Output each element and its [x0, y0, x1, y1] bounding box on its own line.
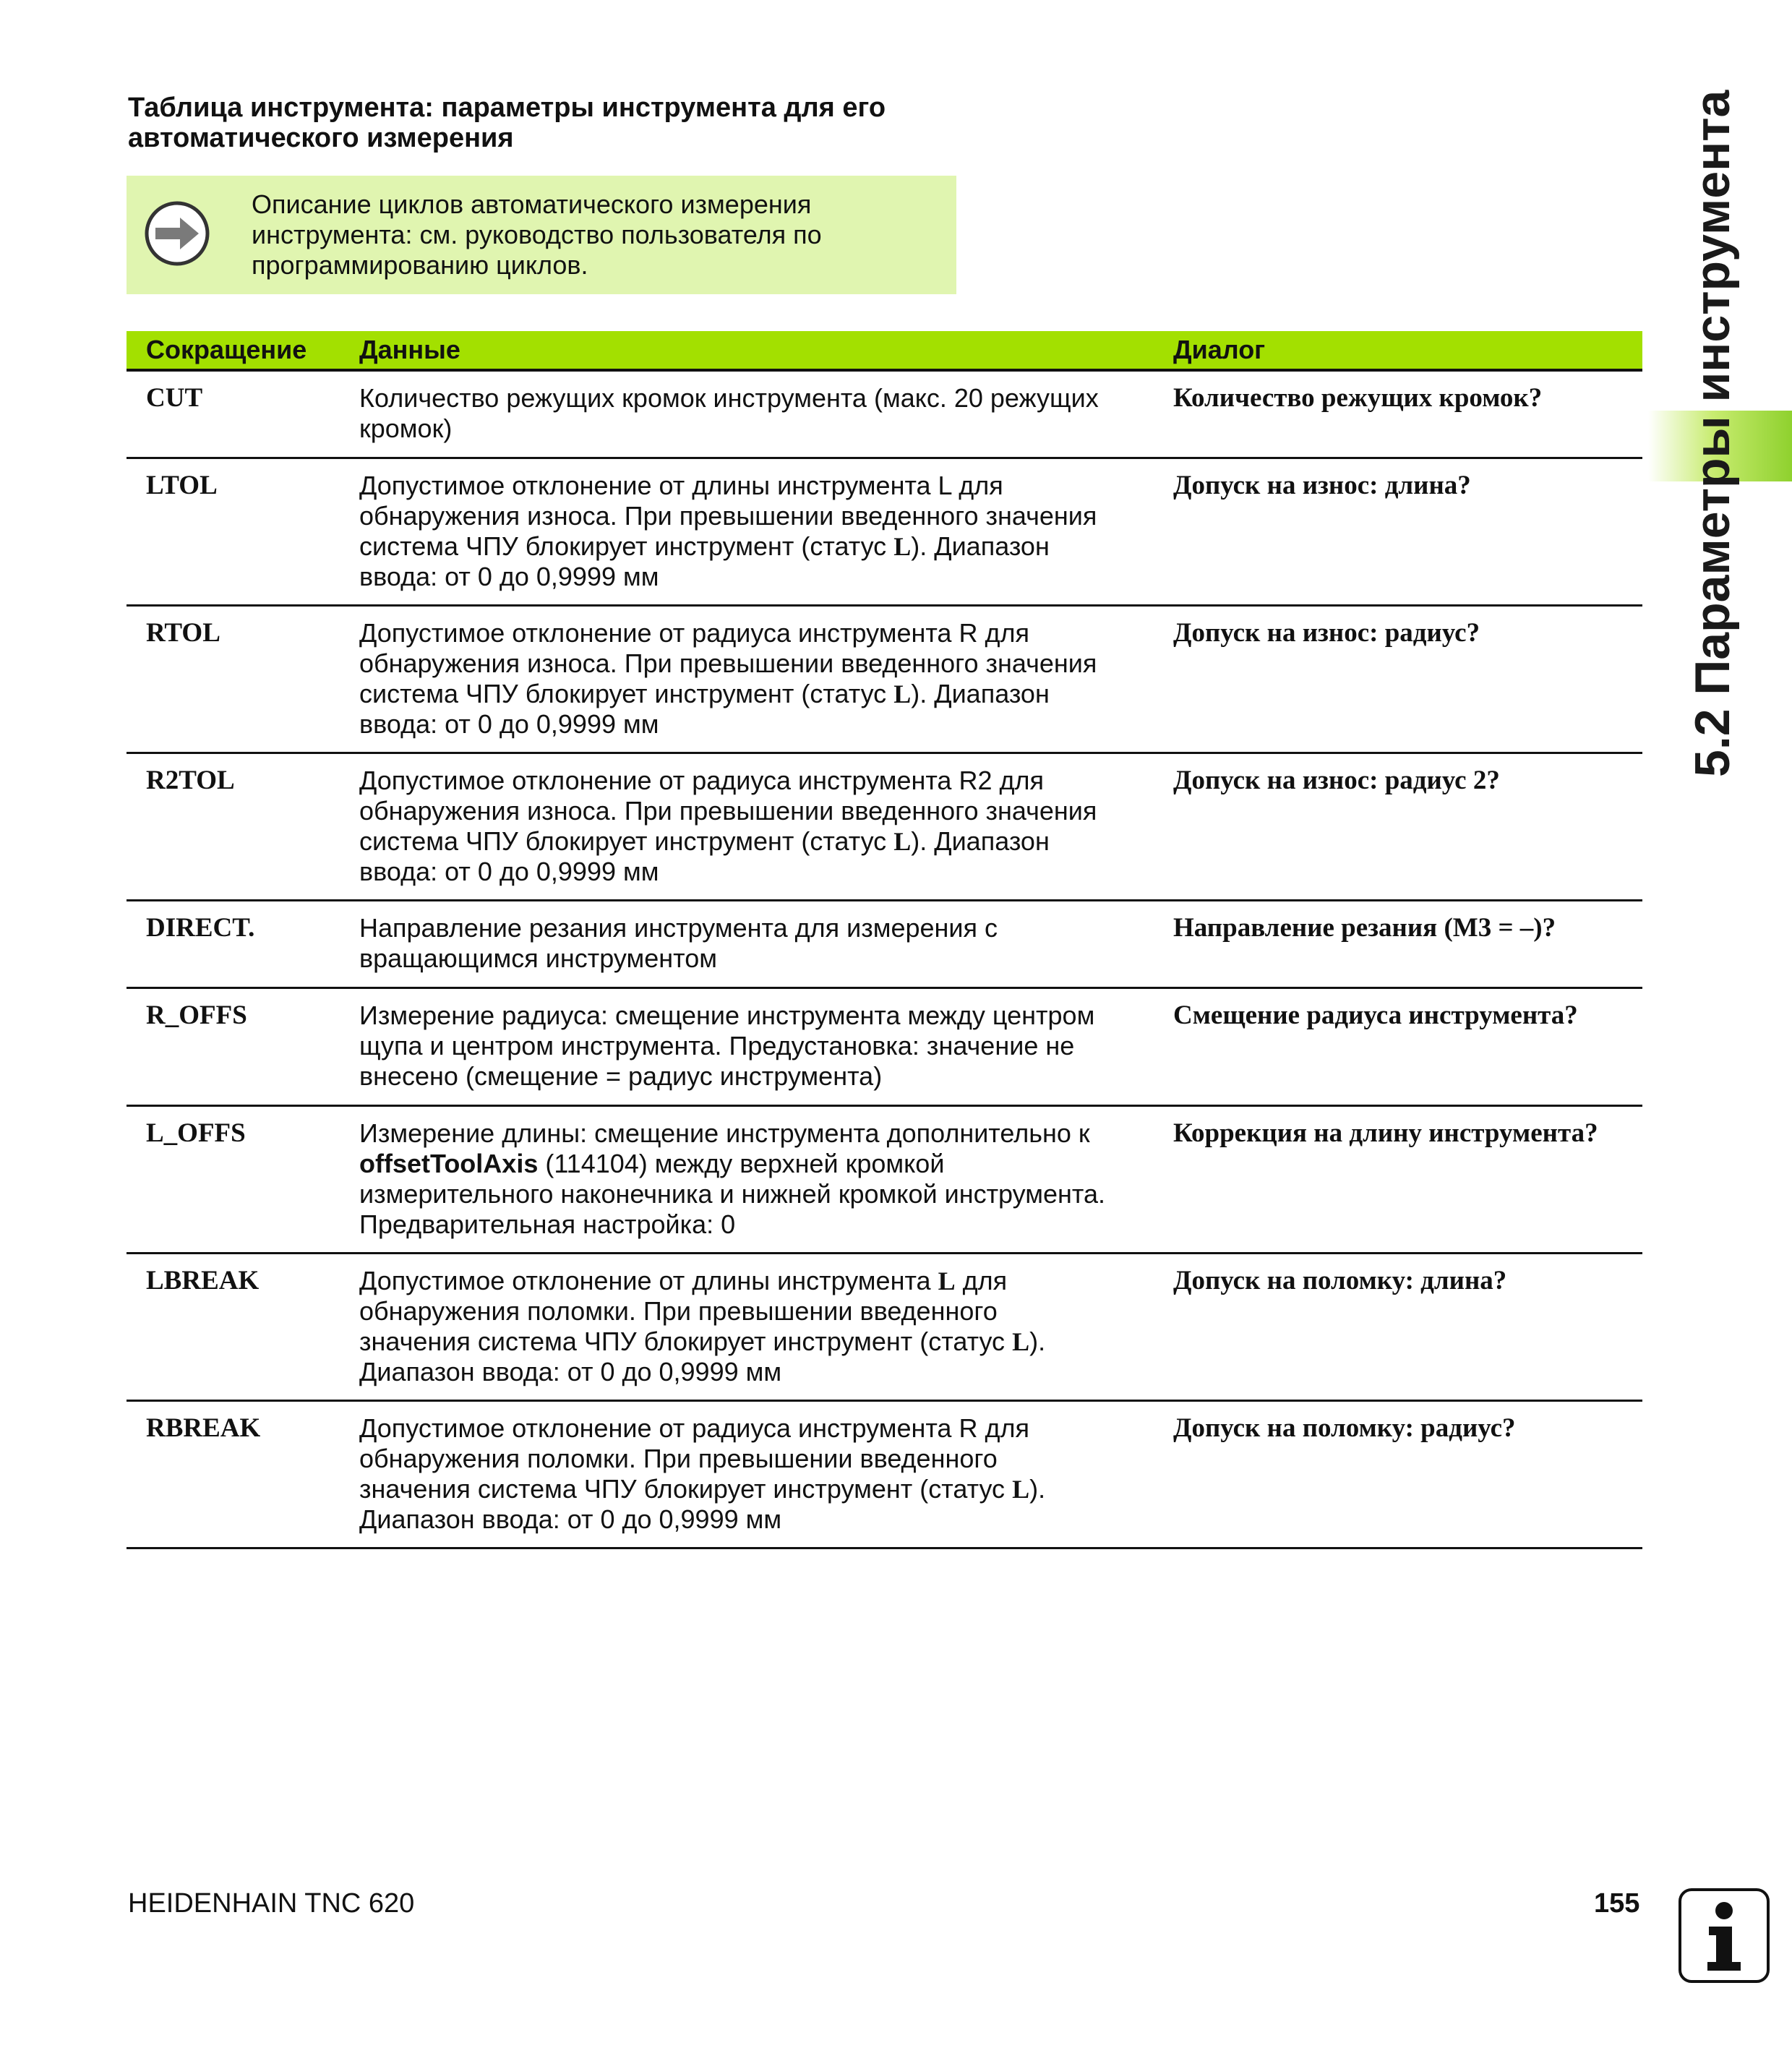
row-dialog: Допуск на износ: радиус 2? [1173, 766, 1500, 795]
desc-line: Диапазон ввода: от 0 до 0,9999 мм [359, 1357, 782, 1387]
row-abbreviation: RTOL [146, 618, 220, 648]
desc-text: ). [1029, 1474, 1046, 1504]
desc-text: ). [1029, 1327, 1046, 1356]
desc-line: ввода: от 0 до 0,9999 мм [359, 857, 659, 886]
parameter-name: offsetToolAxis [359, 1149, 539, 1178]
heading-line-1: Таблица инструмента: параметры инструмента для его [128, 93, 886, 123]
desc-line [359, 826, 1162, 857]
row-description [359, 1266, 1162, 1387]
row-abbreviation: R2TOL [146, 766, 235, 795]
desc-text: значения система ЧПУ блокирует инструмент (статус [359, 1327, 1013, 1356]
status-code: L [893, 827, 912, 856]
info-note [127, 176, 956, 294]
row-abbreviation: L_OFFS [146, 1118, 246, 1148]
desc-line: Допустимое отклонение от радиуса инструмента R для [359, 618, 1029, 648]
desc-line: Диапазон ввода: от 0 до 0,9999 мм [359, 1504, 782, 1534]
desc-line: внесено (смещение = радиус инструмента) [359, 1061, 883, 1091]
desc-text: для [955, 1266, 1008, 1295]
desc-text: значения система ЧПУ блокирует инструмент (статус [359, 1474, 1013, 1504]
table-row [127, 989, 1642, 1107]
length-symbol: L [938, 1267, 956, 1295]
desc-line: обнаружения поломки. При превышении введенного [359, 1444, 998, 1473]
table-row [127, 1254, 1642, 1402]
table-row [127, 372, 1642, 459]
row-abbreviation: DIRECT. [146, 913, 255, 943]
row-description [359, 913, 1162, 974]
status-code: L [1012, 1327, 1030, 1356]
desc-line [359, 1474, 1162, 1504]
side-section-title: 5.2 Параметры инструмента [1685, 90, 1740, 777]
desc-line: обнаружения износа. При превышении введенного значения [359, 796, 1097, 826]
desc-text: ). Диапазон [911, 826, 1050, 856]
desc-text: система ЧПУ блокирует инструмент (статус [359, 826, 894, 856]
desc-line: Допустимое отклонение от длины инструмента L для [359, 471, 1003, 500]
row-abbreviation: CUT [146, 383, 203, 413]
row-description [359, 1001, 1162, 1092]
status-code: L [893, 680, 912, 708]
row-dialog: Допуск на износ: радиус? [1173, 618, 1480, 648]
desc-line: Предварительная настройка: 0 [359, 1209, 736, 1239]
row-description [359, 1118, 1162, 1240]
row-dialog: Коррекция на длину инструмента? [1173, 1118, 1598, 1148]
desc-text: Допустимое отклонение от длины инструмента [359, 1266, 938, 1295]
desc-line: кромок) [359, 414, 453, 443]
desc-line: Количество режущих кромок инструмента (макс. 20 режущих [359, 383, 1099, 413]
row-abbreviation: LTOL [146, 471, 218, 500]
table-row [127, 1402, 1642, 1549]
desc-line [359, 679, 1162, 709]
desc-line [359, 1266, 1162, 1296]
header-dialog: Диалог [1173, 335, 1266, 364]
row-dialog: Направление резания (M3 = –)? [1173, 913, 1556, 943]
desc-line [359, 531, 1162, 562]
desc-line [359, 1149, 1162, 1179]
tool-parameters-table [127, 331, 1642, 1549]
desc-line: вращающимся инструментом [359, 943, 717, 973]
desc-line: ввода: от 0 до 0,9999 мм [359, 709, 659, 739]
row-description [359, 1413, 1162, 1535]
status-code: L [893, 532, 912, 561]
note-text [252, 189, 946, 280]
desc-line: Измерение длины: смещение инструмента дополнительно к [359, 1118, 1090, 1148]
note-line: инструмента: см. руководство пользователя по [252, 220, 822, 249]
note-line: Описание циклов автоматического измерения [252, 189, 812, 219]
page-number: 155 [1594, 1888, 1640, 1919]
desc-line: измерительного наконечника и нижней кромкой инструмента. [359, 1179, 1106, 1209]
header-abbreviation: Сокращение [146, 335, 307, 364]
desc-line: Допустимое отклонение от радиуса инструмента R для [359, 1413, 1029, 1443]
desc-line: щупа и центром инструмента. Предустановка: значение не [359, 1031, 1075, 1061]
footer-product: HEIDENHAIN TNC 620 [128, 1888, 415, 1919]
desc-line [359, 1327, 1162, 1357]
row-description [359, 471, 1162, 592]
table-row [127, 607, 1642, 754]
row-description [359, 383, 1162, 444]
desc-line: обнаружения износа. При превышении введенного значения [359, 648, 1097, 678]
heading-line-2: автоматического измерения [128, 123, 514, 153]
row-description [359, 618, 1162, 740]
desc-line: Измерение радиуса: смещение инструмента между центром [359, 1001, 1095, 1030]
desc-line: обнаружения износа. При превышении введенного значения [359, 501, 1097, 531]
desc-text: система ЧПУ блокирует инструмент (статус [359, 531, 894, 561]
desc-text: ). Диапазон [911, 679, 1050, 708]
table-row [127, 901, 1642, 989]
row-dialog: Смещение радиуса инструмента? [1173, 1001, 1578, 1030]
header-data: Данные [359, 335, 460, 364]
desc-text: ). Диапазон [911, 531, 1050, 561]
desc-text: (114104) между верхней кромкой [538, 1149, 945, 1178]
desc-line: Направление резания инструмента для измерения с [359, 913, 998, 943]
desc-line: обнаружения поломки. При превышении введенного [359, 1296, 998, 1326]
desc-line: Допустимое отклонение от радиуса инструмента R2 для [359, 766, 1044, 795]
row-description [359, 766, 1162, 887]
desc-text: система ЧПУ блокирует инструмент (статус [359, 679, 894, 708]
table-header [127, 331, 1642, 372]
note-line: программированию циклов. [252, 250, 588, 280]
row-dialog: Допуск на поломку: длина? [1173, 1266, 1507, 1295]
row-dialog: Допуск на поломку: радиус? [1173, 1413, 1516, 1443]
row-dialog: Количество режущих кромок? [1173, 383, 1543, 413]
section-heading [128, 93, 995, 153]
row-abbreviation: LBREAK [146, 1266, 260, 1295]
table-row [127, 1107, 1642, 1254]
row-abbreviation: R_OFFS [146, 1001, 247, 1030]
row-abbreviation: RBREAK [146, 1413, 261, 1443]
info-icon [1677, 1887, 1771, 1984]
desc-line: ввода: от 0 до 0,9999 мм [359, 562, 659, 591]
status-code: L [1012, 1475, 1030, 1504]
table-row [127, 754, 1642, 901]
table-row [127, 459, 1642, 607]
arrow-right-icon [144, 200, 210, 267]
row-dialog: Допуск на износ: длина? [1173, 471, 1471, 500]
